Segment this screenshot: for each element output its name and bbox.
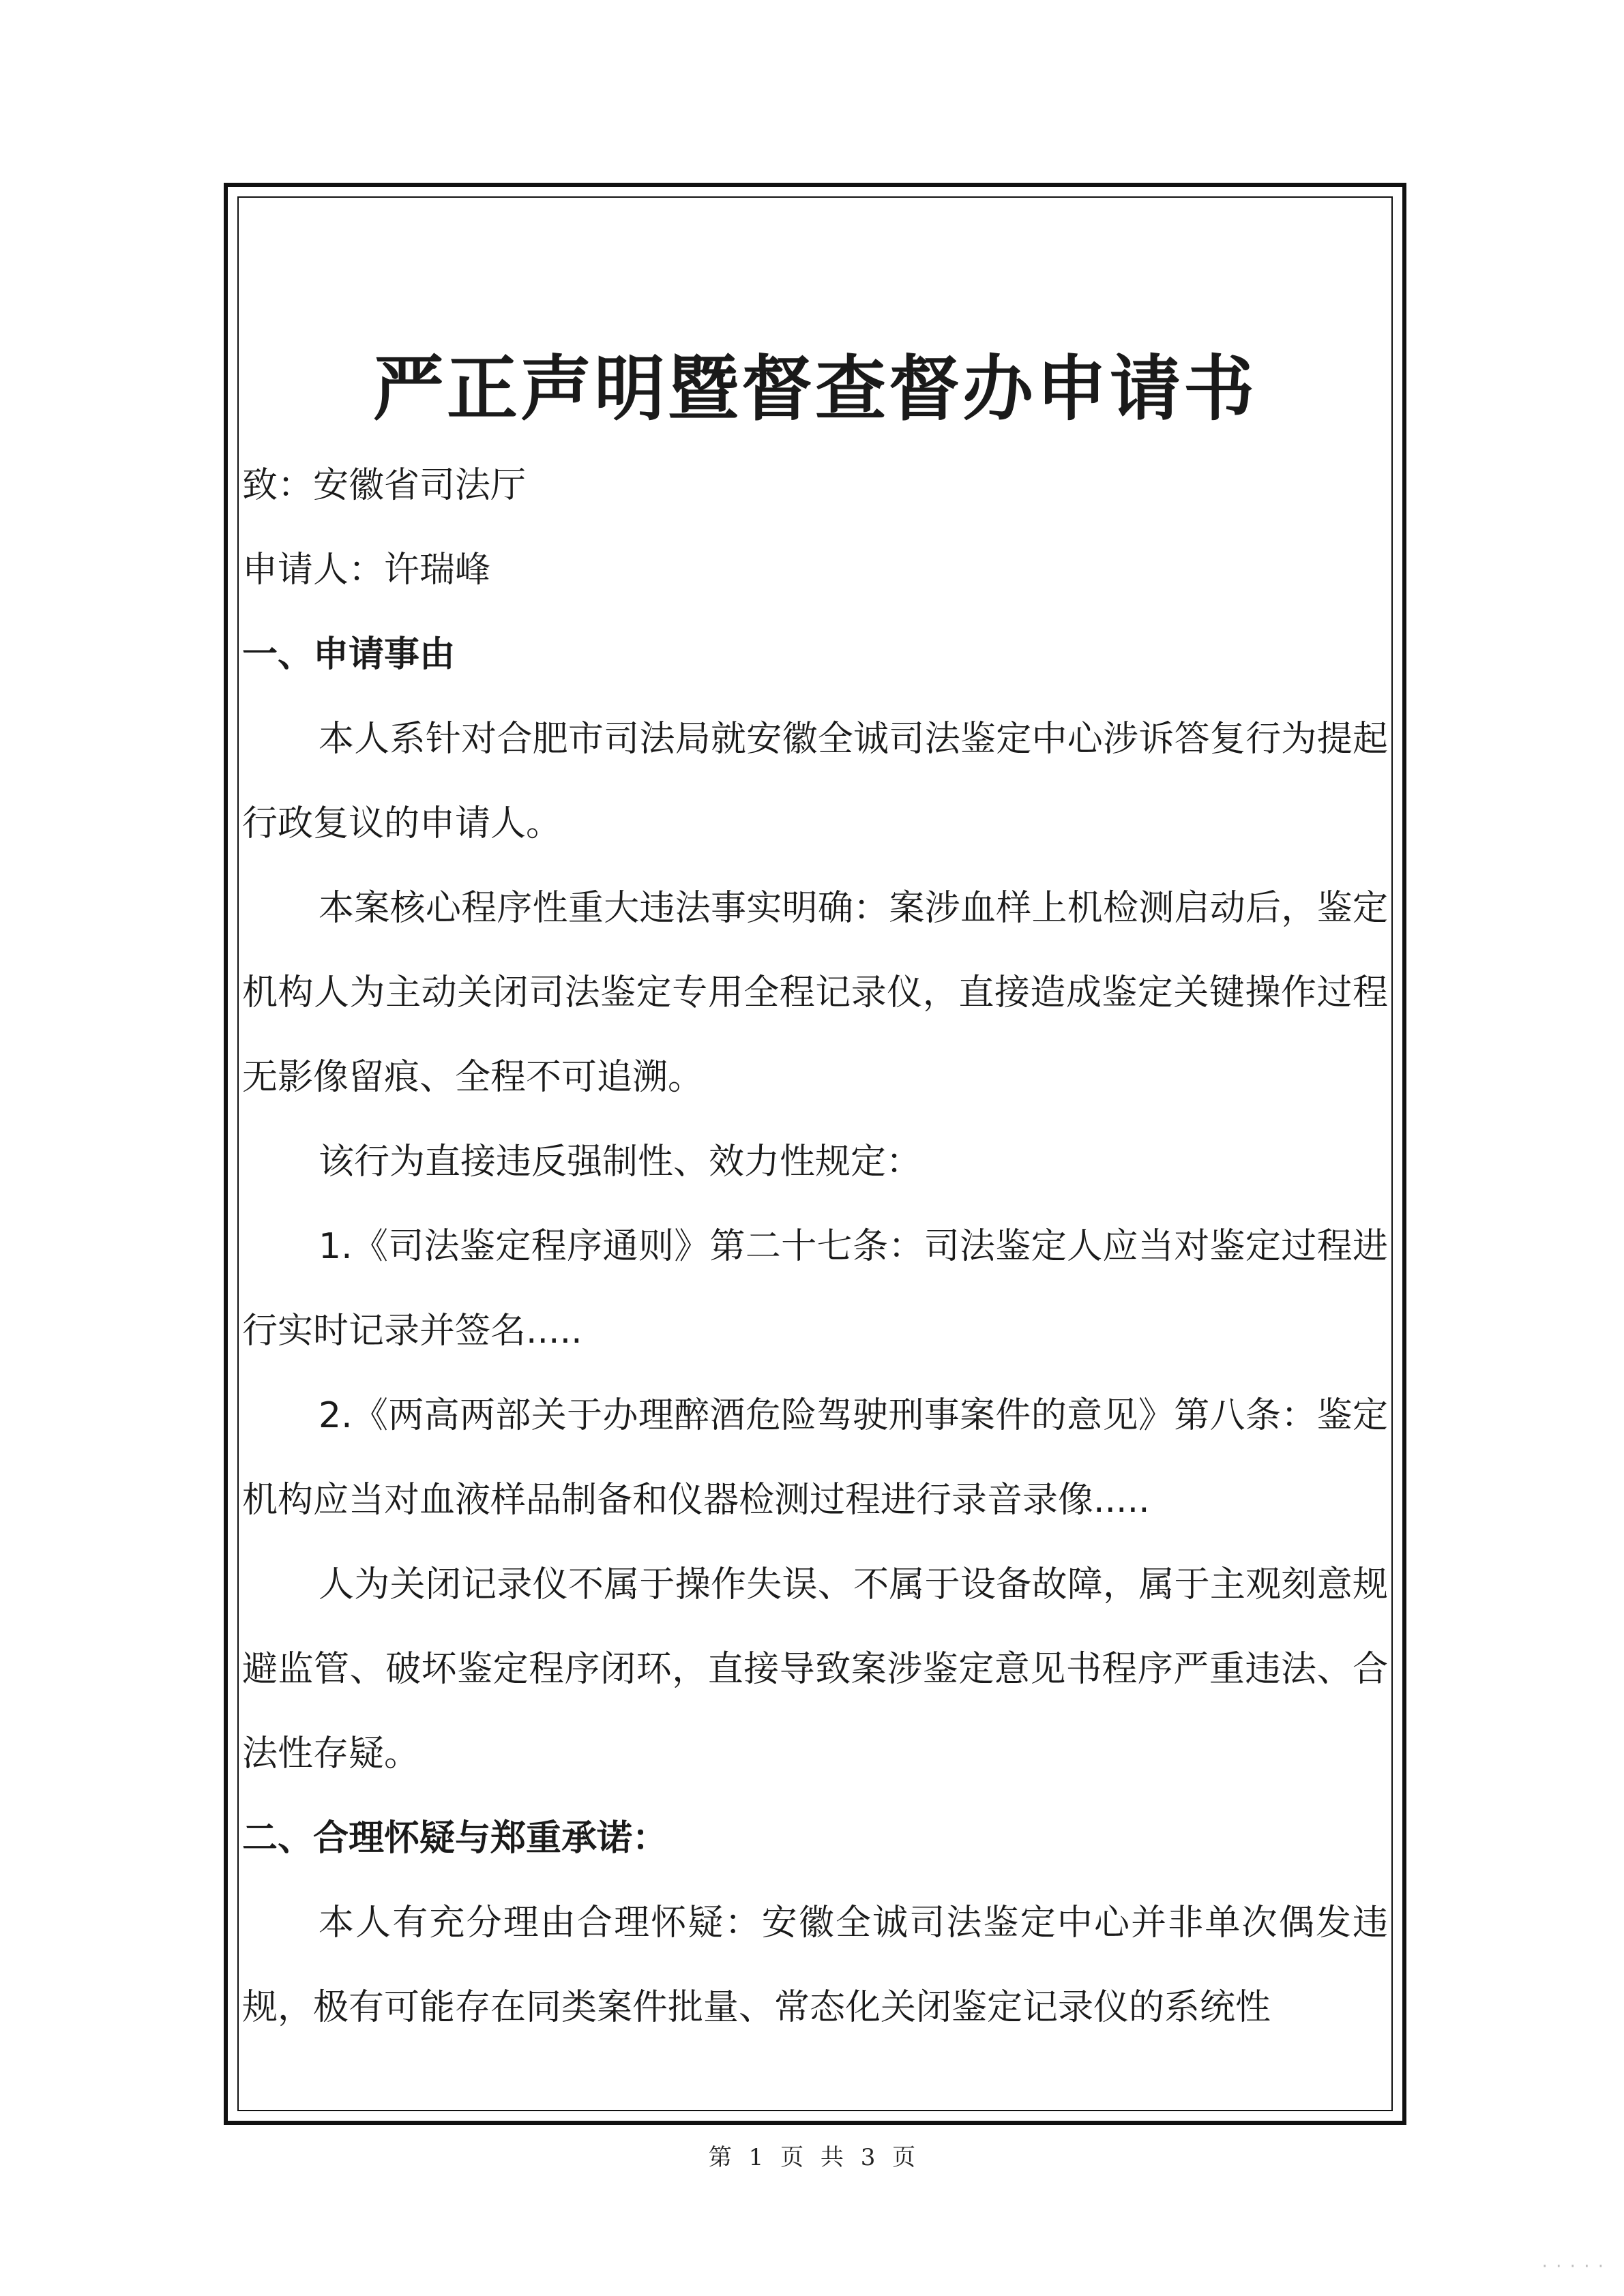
recipient-line: 致：安徽省司法厅 bbox=[242, 465, 527, 506]
section-heading-reason: 一、申请事由 bbox=[242, 634, 456, 675]
paragraph: 1.《司法鉴定程序通则》第二十七条：司法鉴定人应当对鉴定过程进行实时记录并签名..... bbox=[242, 1226, 1388, 1352]
applicant-line: 申请人：许瑞峰 bbox=[242, 550, 491, 591]
document-body bbox=[242, 334, 1388, 2050]
paragraph: 本案核心程序性重大违法事实明确：案涉血样上机检测启动后，鉴定机构人为主动关闭司法鉴定专用全程记录仪，直接造成鉴定关键操作过程无影像留痕、全程不可追溯。 bbox=[242, 888, 1388, 1098]
paragraph: 本人有充分理由合理怀疑：安徽全诚司法鉴定中心并非单次偶发违规，极有可能存在同类案件批量、常态化关闭鉴定记录仪的系统性 bbox=[242, 1903, 1388, 2028]
watermark: · · · · · bbox=[1541, 2256, 1605, 2277]
paragraph: 该行为直接违反强制性、效力性规定： bbox=[319, 1142, 922, 1182]
section-heading-suspicion: 二、合理怀疑与郑重承诺： bbox=[242, 1818, 668, 1859]
paragraph: 2.《两高两部关于办理醉酒危险驾驶刑事案件的意见》第八条：鉴定机构应当对血液样品制备和仪器检测过程进行录音录像..... bbox=[242, 1395, 1388, 1521]
document-title: 严正声明暨督查督办申请书 bbox=[372, 347, 1257, 430]
page-number: 第 1 页 共 3 页 bbox=[708, 2144, 916, 2171]
paragraph: 本人系针对合肥市司法局就安徽全诚司法鉴定中心涉诉答复行为提起行政复议的申请人。 bbox=[242, 719, 1388, 844]
paragraph: 人为关闭记录仪不属于操作失误、不属于设备故障，属于主观刻意规避监管、破坏鉴定程序闭环，直接导致案涉鉴定意见书程序严重违法、合法性存疑。 bbox=[242, 1564, 1388, 1774]
